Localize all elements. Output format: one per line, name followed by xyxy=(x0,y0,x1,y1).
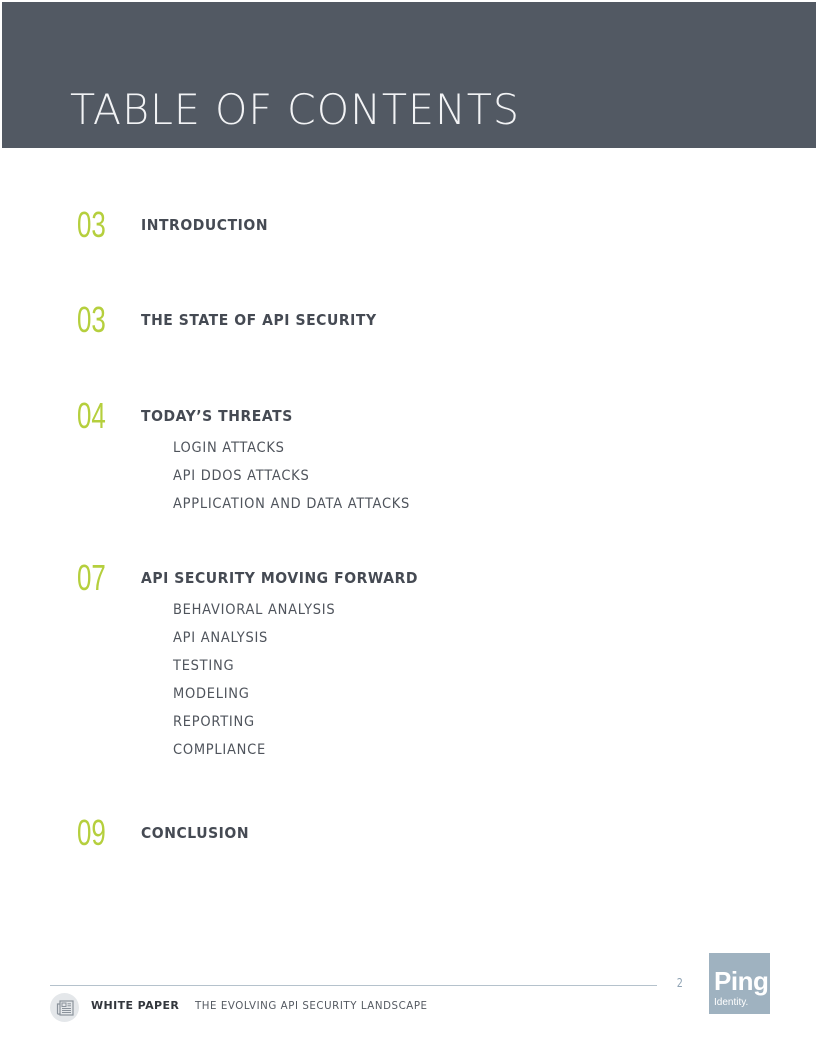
document-title: THE EVOLVING API SECURITY LANDSCAPE xyxy=(195,999,428,1012)
toc-page-number: 03 xyxy=(77,299,106,340)
ping-identity-logo xyxy=(709,953,770,1014)
toc-entry-todays-threats[interactable]: TODAY’S THREATS xyxy=(141,407,293,425)
toc-subentry-api-ddos-attacks[interactable]: API DDOS ATTACKS xyxy=(173,468,310,484)
footer-divider xyxy=(50,985,657,986)
toc-subentry-compliance[interactable]: COMPLIANCE xyxy=(173,742,266,758)
toc-entry-conclusion[interactable]: CONCLUSION xyxy=(141,824,250,842)
logo-word: Ping xyxy=(714,966,769,996)
toc-subentry-testing[interactable]: TESTING xyxy=(173,658,235,674)
toc-subentry-modeling[interactable]: MODELING xyxy=(173,686,250,702)
document-type-label: WHITE PAPER xyxy=(91,999,180,1012)
toc-page-number: 04 xyxy=(77,395,106,436)
toc-subentry-behavioral-analysis[interactable]: BEHAVIORAL ANALYSIS xyxy=(173,602,336,618)
toc-subentry-application-and-data-attacks[interactable]: APPLICATION AND DATA ATTACKS xyxy=(173,496,411,512)
page-title: TABLE OF CONTENTS xyxy=(70,85,521,134)
toc-subentry-login-attacks[interactable]: LOGIN ATTACKS xyxy=(173,440,285,456)
newspaper-icon xyxy=(50,993,79,1022)
toc-subentry-reporting[interactable]: REPORTING xyxy=(173,714,255,730)
toc-page-number: 03 xyxy=(77,204,106,245)
logo-subword: Identity. xyxy=(714,997,749,1008)
toc-entry-state-of-api-security[interactable]: THE STATE OF API SECURITY xyxy=(141,311,377,329)
page-number: 2 xyxy=(676,976,683,990)
toc-entry-api-security-moving-forward[interactable]: API SECURITY MOVING FORWARD xyxy=(141,569,419,587)
toc-subentry-api-analysis[interactable]: API ANALYSIS xyxy=(173,630,269,646)
toc-page-number: 07 xyxy=(77,557,106,598)
toc-entry-introduction[interactable]: INTRODUCTION xyxy=(141,216,269,234)
toc-page-number: 09 xyxy=(77,812,106,853)
